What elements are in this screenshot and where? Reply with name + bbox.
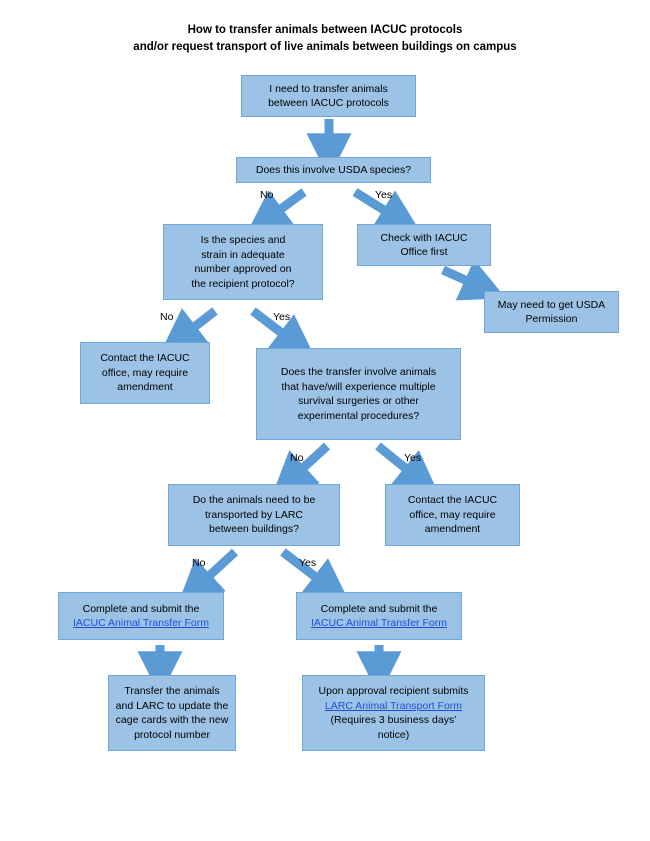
node-text (301, 602, 457, 631)
edge-label-yes-surgeries: Yes (404, 452, 422, 464)
node-text (173, 493, 335, 537)
node-text (489, 298, 614, 327)
node-usda-permission (484, 291, 619, 333)
page-title (0, 22, 650, 56)
form-link[interactable]: IACUC Animal Transfer Form (73, 617, 209, 629)
page-title-line-1: How to transfer animals between IACUC protocols (187, 24, 463, 36)
form-link[interactable]: IACUC Animal Transfer Form (311, 617, 447, 629)
node-usda-species-question (236, 157, 431, 183)
node-text-line: survival surgeries or other (298, 395, 419, 407)
node-text-line: between IACUC protocols (268, 97, 389, 109)
node-submit-transfer-form-right (296, 592, 462, 640)
node-text-line: Complete and submit the (82, 602, 200, 615)
node-text (85, 351, 205, 395)
node-text-line: Office first (400, 246, 448, 258)
node-text-line: the recipient protocol? (191, 277, 295, 290)
node-upon-approval-larc-transport (302, 675, 485, 751)
node-transfer-animals-update-cage-cards (108, 675, 236, 751)
node-text (246, 82, 411, 111)
node-multiple-surgeries-question (256, 348, 461, 440)
node-text (390, 493, 515, 537)
node-text-line: amendment (117, 381, 173, 394)
node-text-line: Permission (525, 313, 578, 325)
node-text-line: Upon approval recipient submits (318, 685, 469, 697)
node-text-line: Contact the IACUC (100, 352, 190, 365)
node-text (362, 231, 486, 260)
node-text-line: Do the animals need to be (192, 494, 316, 507)
edge-label-yes-usda: Yes (375, 189, 393, 201)
edge-label-yes-larc: Yes (299, 557, 317, 569)
node-text-line: experimental procedures? (297, 409, 420, 422)
node-text-line: cage cards with the new (115, 714, 229, 726)
node-species-strain-approved-question (163, 224, 323, 300)
node-text-line: Check with IACUC (380, 231, 468, 244)
node-text (307, 684, 480, 742)
arrow-species-to-contact (180, 311, 215, 338)
edge-label-no-species: No (160, 311, 174, 323)
node-text-line: office, may require (101, 366, 189, 379)
node-text-line: I need to transfer animals (269, 82, 388, 95)
form-link[interactable]: LARC Animal Transport Form (324, 699, 463, 712)
node-contact-iacuc-amendment-1 (80, 342, 210, 404)
node-text-line: between buildings? (209, 523, 299, 536)
node-text-line: (Requires 3 business days’ (330, 714, 457, 726)
node-text-line: protocol number (134, 728, 210, 741)
edge-label-no-usda: No (260, 189, 274, 201)
node-text-line: that have/will experience multiple (281, 380, 436, 393)
node-text (168, 233, 318, 291)
node-text-line: May need to get USDA (497, 298, 606, 311)
node-text (63, 602, 219, 631)
node-submit-transfer-form-left (58, 592, 224, 640)
node-text-line: office, may require (409, 508, 496, 521)
node-larc-transport-question (168, 484, 340, 546)
arrow-check-to-permission (443, 270, 483, 288)
node-contact-iacuc-amendment-2 (385, 484, 520, 546)
node-text-line: amendment (424, 523, 481, 536)
node-text-line: Does this involve USDA species? (255, 163, 412, 176)
node-text-line: and LARC to update the (115, 699, 229, 712)
edge-label-no-larc: No (192, 557, 206, 569)
node-text-line: number approved on (194, 263, 292, 275)
node-text-line: notice) (377, 728, 410, 741)
node-text-line: strain in adequate (201, 248, 285, 261)
node-text (241, 163, 426, 178)
node-check-with-iacuc-office (357, 224, 491, 266)
edge-label-yes-species: Yes (273, 311, 291, 323)
node-need-transfer (241, 75, 416, 117)
node-text-line: Is the species and (200, 234, 286, 246)
page-title-line-2: and/or request transport of live animals between buildings on campus (133, 41, 517, 53)
node-text-line: transported by LARC (204, 508, 304, 521)
node-text-line: Contact the IACUC (407, 494, 498, 507)
node-text-line: Transfer the animals (124, 685, 220, 697)
node-text-line: Does the transfer involve animals (280, 366, 437, 378)
edge-label-no-surgeries: No (290, 452, 304, 464)
node-text (261, 365, 456, 423)
node-text-line: Complete and submit the (320, 602, 438, 615)
node-text (113, 684, 231, 742)
